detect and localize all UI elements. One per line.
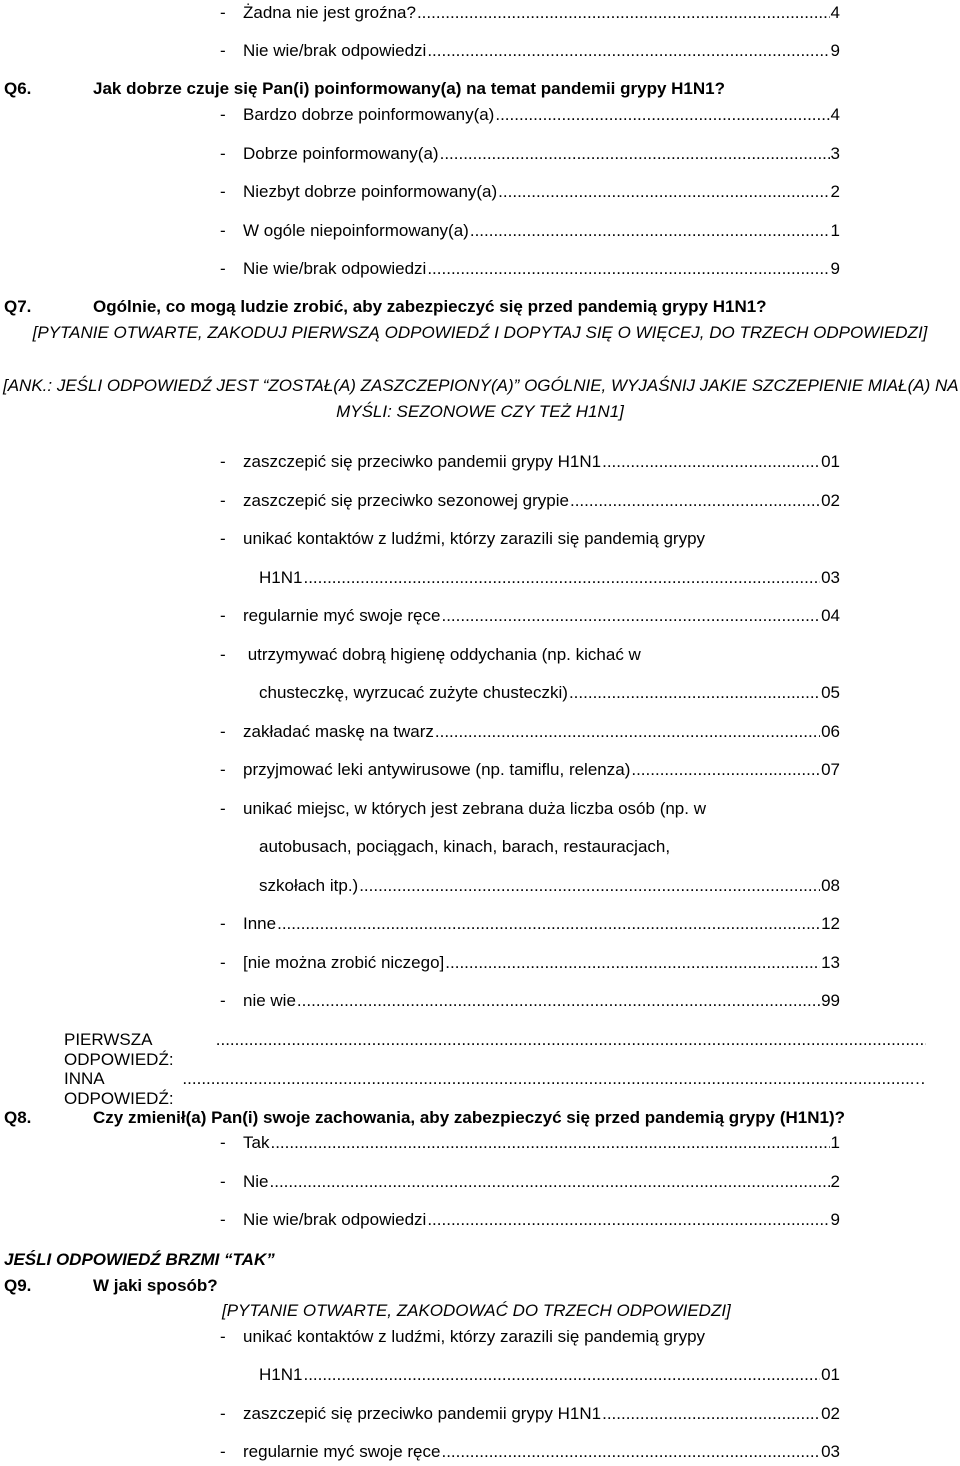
question-text: W jaki sposób? — [93, 1276, 218, 1295]
list-item: - unikać kontaktów z ludźmi, którzy zarazili się pandemią grypy — [220, 1327, 706, 1346]
list-item-cont: chusteczkę, wyrzucać zużyte chusteczki) ..... 05 — [259, 683, 840, 707]
list-item: - zaszczepić się przeciwko pandemii grypy H1N1 ..... 01 — [220, 452, 840, 476]
list-item-cont: H1N1 ..... 03 — [259, 568, 840, 592]
first-answer-field[interactable]: PIERWSZA ODPOWIEDŹ: ..... — [64, 1030, 926, 1054]
list-item: - Bardzo dobrze poinformowany(a) ..... 4 — [220, 105, 840, 129]
list-item-cont: szkołach itp.) ..... 08 — [259, 876, 840, 900]
list-item: - Nie ..... 2 — [220, 1172, 840, 1196]
list-item-cont: H1N1 ..... 01 — [259, 1365, 840, 1389]
list-item: - zaszczepić się przeciwko sezonowej grypie ..... 02 — [220, 491, 840, 515]
question-number: Q8. — [4, 1108, 32, 1127]
list-item: - unikać miejsc, w których jest zebrana duża liczba osób (np. w — [220, 799, 706, 818]
question-number: Q9. — [4, 1276, 32, 1295]
question-text: Jak dobrze czuje się Pan(i) poinformowany(a) na temat pandemii grypy H1N1? — [93, 79, 725, 98]
other-answer-field[interactable]: INNA ODPOWIEDŹ: ..... … — [64, 1069, 926, 1093]
list-item: - Żadna nie jest groźna? ..... 4 — [220, 3, 840, 27]
list-item-cont: autobusach, pociągach, kinach, barach, restauracjach, — [259, 837, 671, 856]
question-number: Q7. — [4, 297, 32, 316]
list-item: - Nie wie/brak odpowiedzi ..... 9 — [220, 41, 840, 65]
question-text: Ogólnie, co mogą ludzie zrobić, aby zabezpieczyć się przed pandemią grypy H1N1? — [93, 297, 767, 316]
list-item: - Inne ..... 12 — [220, 914, 840, 938]
list-item: - przyjmować leki antywirusowe (np. tamiflu, relenza) ..... 07 — [220, 760, 840, 784]
list-item: - Tak ..... 1 — [220, 1133, 840, 1157]
list-item: - zakładać maskę na twarz ..... 06 — [220, 722, 840, 746]
list-item: - Nie wie/brak odpowiedzi ..... 9 — [220, 259, 840, 283]
list-item: - regularnie myć swoje ręce ..... 03 — [220, 1442, 840, 1466]
list-item: - W ogóle niepoinformowany(a) ..... 1 — [220, 221, 840, 245]
question-text: Czy zmienił(a) Pan(i) swoje zachowania, aby zabezpieczyć się przed pandemią grypy (H1N1)? — [93, 1108, 845, 1127]
list-item: - nie wie ..... 99 — [220, 991, 840, 1015]
question-number: Q6. — [4, 79, 32, 98]
list-item: - zaszczepić się przeciwko pandemii grypy H1N1 ..... 02 — [220, 1404, 840, 1428]
list-item: - Nie wie/brak odpowiedzi ..... 9 — [220, 1210, 840, 1234]
interviewer-note-cont: MYŚLI: SEZONOWE CZY TEŻ H1N1] — [336, 402, 624, 421]
interviewer-instruction: [PYTANIE OTWARTE, ZAKODOWAĆ DO TRZECH ODPOWIEDZI] — [222, 1301, 731, 1320]
interviewer-note: [ANK.: JEŚLI ODPOWIEDŹ JEST “ZOSTAŁ(A) ZASZCZEPIONY(A)” OGÓLNIE, WYJAŚNIJ JAKIE SZCZEPIENIE MIAŁ(A) NA — [3, 376, 959, 395]
list-item: - Dobrze poinformowany(a) ..... 3 — [220, 144, 840, 168]
list-item: - regularnie myć swoje ręce ..... 04 — [220, 606, 840, 630]
list-item: - Niezbyt dobrze poinformowany(a) ..... 2 — [220, 182, 840, 206]
list-item: - unikać kontaktów z ludźmi, którzy zarazili się pandemią grypy — [220, 529, 706, 548]
list-item: - utrzymywać dobrą higienę oddychania (np. kichać w — [220, 645, 641, 664]
list-item: - [nie można zrobić niczego] ..... 13 — [220, 953, 840, 977]
interviewer-instruction: [PYTANIE OTWARTE, ZAKODUJ PIERWSZĄ ODPOWIEDŹ I DOPYTAJ SIĘ O WIĘCEJ, DO TRZECH ODPOWIEDZI] — [32, 323, 928, 342]
filter-instruction: JEŚLI ODPOWIEDŹ BRZMI “TAK” — [4, 1250, 275, 1269]
